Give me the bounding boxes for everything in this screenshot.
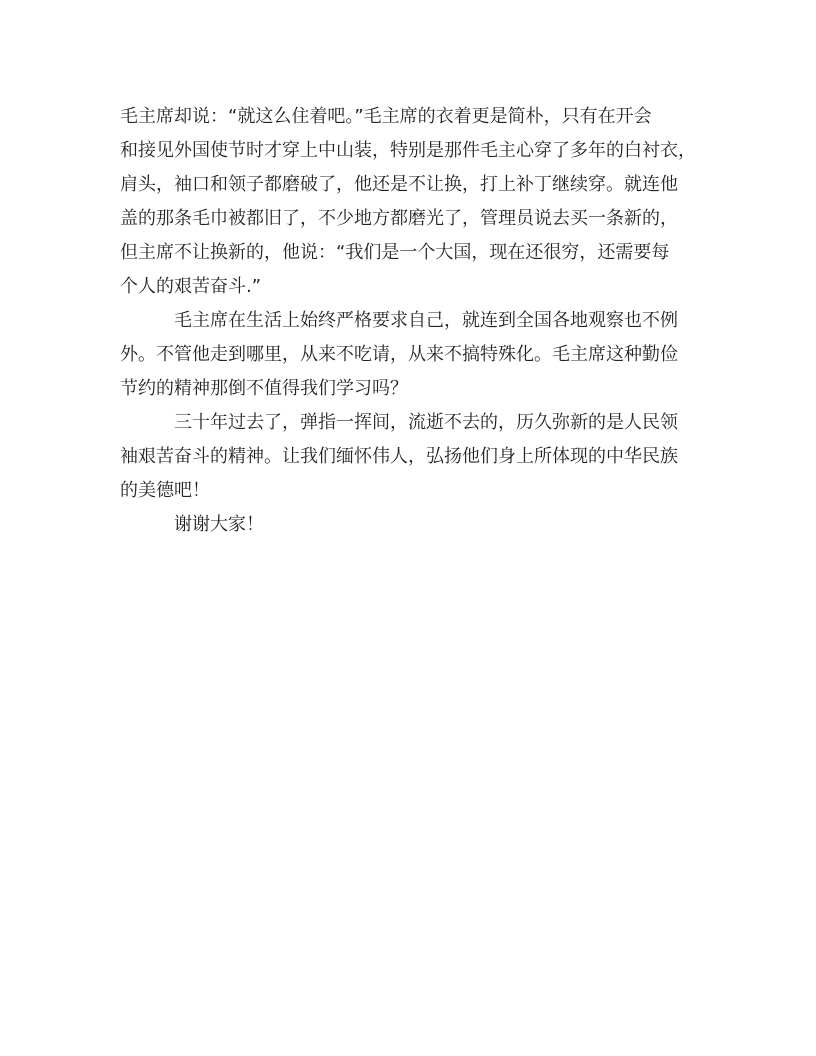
paragraph-line: 毛主席在生活上始终严格要求自己，就连到全国各地观察也不例 (174, 310, 678, 331)
paragraph-line: 毛主席却说：“就这么住着吧。”毛主席的衣着更是简朴，只有在开会 (120, 106, 652, 127)
paragraph-closing (120, 508, 700, 542)
paragraph-line: 袖艰苦奋斗的精神。让我们缅怀伟人，弘扬他们身上所体现的中华民族 (120, 446, 678, 467)
paragraph-line: 肩头，袖口和领子都磨破了，他还是不让换，打上补丁继续穿。就连他 (120, 174, 678, 195)
paragraph-2 (120, 304, 700, 406)
paragraph-line: 和接见外国使节时才穿上中山装，特别是那件毛主心穿了多年的白衬衣， (120, 140, 696, 161)
closing-line: 谢谢大家！ (174, 514, 264, 535)
paragraph-line: 三十年过去了，弹指一挥间，流逝不去的，历久弥新的是人民领 (174, 412, 678, 433)
paragraph-1 (120, 100, 700, 304)
paragraph-line: 节约的精神那倒不值得我们学习吗？ (120, 378, 408, 399)
paragraph-line: 个人的艰苦奋斗.” (120, 276, 262, 297)
paragraph-line: 的美德吧！ (120, 480, 210, 501)
paragraph-line: 但主席不让换新的，他说：“我们是一个大国，现在还很穷，还需要每 (120, 242, 670, 263)
paragraph-line: 盖的那条毛巾被都旧了，不少地方都磨光了，管理员说去买一条新的， (120, 208, 678, 229)
paragraph-3 (120, 406, 700, 508)
document-body (120, 100, 700, 542)
paragraph-line: 外。不管他走到哪里，从来不吃请，从来不搞特殊化。毛主席这种勤俭 (120, 344, 678, 365)
